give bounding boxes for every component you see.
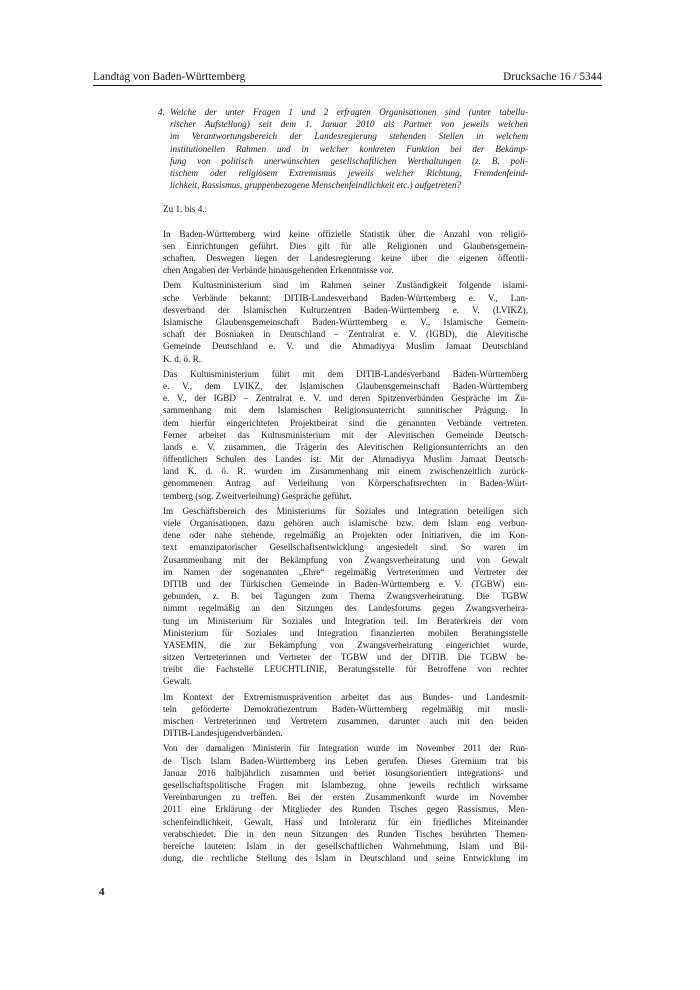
text-line: öffentlichen Schulen des Landes ist. Mit der Ahmadiyya Muslim Jamaat Deutsch- [163, 454, 528, 465]
text-line: verabschiedet. Die in den neun Sitzungen des Runden Tisches berührten Themen- [163, 828, 528, 839]
text-line: sitzen Vertreterinnen und Vertreter der TGBW und der DITIB. Die TGBW be- [163, 652, 528, 663]
paragraph [163, 742, 528, 864]
header-institution: Landtag von Baden-Württemberg [93, 71, 246, 83]
text-line: Januar 2016 halbjährlich zusammen und beriet lösungsorientiert integrations- und [163, 767, 528, 778]
text-line: gebunden, z. B. bei Tagungen zum Thema Zwangsverheiratung. Die TGBW [163, 591, 528, 602]
text-line: e. V., der IGBD – Zentralrat e. V. und deren Spitzenverbänden Gespräche im Zu- [163, 393, 528, 404]
header-rule [93, 85, 602, 86]
text-line: DITIB und der Türkischen Gemeinde in Baden-Württemberg e. V. (TGBW) ein- [163, 578, 528, 589]
text-line: Von der damaligen Ministerin für Integration wurde im November 2011 der Run- [163, 743, 528, 754]
text-line: Im Geschäftsbereich des Ministeriums für Soziales und Integration beteiligen sich [163, 505, 528, 516]
question-item [158, 106, 528, 191]
text-line: genommenen Antrag auf Verleihung von Körperschaftsrechten in Baden-Würt- [163, 478, 528, 489]
text-line: schaften. Deswegen liegen der Landesregierung keine über die eigenen öffentli- [163, 253, 528, 264]
question-line: institutionellen Rahmen und in welcher konkreten Funktion bei der Bekämp- [170, 143, 528, 154]
text-line: temberg (sog. Zweitverleihung) Gespräche geführt. [163, 490, 352, 501]
text-line: sammenhang mit dem Islamischen Religionsunterricht sunnitischer Prägung. In [163, 405, 528, 416]
page-number: 4 [99, 886, 105, 898]
text-line: mischen Vertreterinnen und Vertretern zusammen, darunter auch mit den beiden [163, 716, 528, 727]
text-line: 2011 eine Erklärung der Mitglieder des Runden Tisches gegen Rassismus, Men- [163, 804, 528, 815]
text-line: Vereinbarungen zu treffen. Bei der ersten Zusammenkunft wurde im November [163, 792, 528, 803]
text-line: Ministerium für Soziales und Integration finanzierten mobilen Beratungsstelle [163, 627, 528, 638]
section-label: Zu 1. bis 4.: [163, 204, 208, 214]
text-line: gesellschaftspolitische Fragen mit Islambezug, ohne jeweils rechtlich wirksame [163, 779, 528, 790]
paragraph [163, 368, 528, 502]
text-line: teln geförderte Demokratiezentrum Baden-Württemberg regelmäßig mit musli- [163, 703, 528, 714]
text-line: tung im Ministerium für Soziales und Integration teil. Im Beraterkreis der vom [163, 615, 528, 626]
text-line: Im Kontext der Extremismusprävention arbeitet das aus Bundes- und Landesmit- [163, 691, 528, 702]
text-line: Gemeinde Deutschland e. V. und die Ahmadiyya Muslim Jamaat Deutschland [163, 341, 528, 352]
question-line: fung von politisch unerwünschten gesellschaftlichen Werthaltungen (z. B. poli- [170, 155, 528, 166]
paragraph [163, 691, 528, 740]
text-line: viele Organisationen, dazu gehören auch islamische bzw. dem Islam eng verbun- [163, 518, 528, 529]
text-line: treibt die Fachstelle LEUCHTLINIE, Beratungsstelle für Betroffene von rechter [163, 664, 528, 675]
text-line: schenfeindlichkeit, Gewalt, Hass und Intoleranz für ein friedliches Miteinander [163, 816, 528, 827]
text-line: sen Einrichtungen geführt. Dies gilt für alle Religionen und Glaubensgemein- [163, 240, 528, 251]
document-paragraphs [163, 228, 528, 865]
text-line: de Tisch Islam Baden-Württemberg ins Leben gerufen. Dieses Gremium trat bis [163, 755, 528, 766]
header-document-id: Drucksache 16 / 5344 [503, 71, 602, 83]
text-line: text emanzipatorischer Gesellschaftsentwicklung angesiedelt sind. So waren im [163, 542, 528, 553]
text-line: bereiche lauteten: Islam in der gesellschaftlichen Wahrnehmung, Islam und Bil- [163, 840, 528, 851]
text-line: lands e. V. zusammen, die Trägerin des Alevitischen Religionsunterrichts an den [163, 441, 528, 452]
paragraph [163, 228, 528, 277]
question-line: lichkeit, Rassismus, gruppenbezogene Menschenfeindlichkeit etc.) aufgetreten? [170, 180, 462, 191]
text-line: schaft der Bosniaken in Deutschland – Zentralrat e. V. (IGBD), die Alevitische [163, 329, 528, 340]
paragraph [163, 505, 528, 688]
text-line: land K. d. ö. R. wurden im Zusammenhang mit einem zwischenzeitlich zurück- [163, 466, 528, 477]
question-line: tischem oder religiösem Extremismus jeweils welcher Richtung, Fremdenfeind- [170, 167, 528, 178]
text-line: In Baden-Württemberg wird keine offizielle Statistik über die Anzahl von religiö- [163, 228, 528, 239]
text-line: DITIB-Landesjugendverbänden. [163, 728, 283, 739]
question-lines [170, 106, 528, 191]
answer-section [163, 203, 528, 864]
running-header [93, 70, 602, 84]
text-line: e. V., dem LVIKZ, der Islamischen Glaubensgemeinschaft Baden-Württemberg [163, 380, 528, 391]
text-line: YASEMIN, die zur Bekämpfung von Zwangsverheiratung eingerichtet wurde, [163, 639, 528, 650]
text-line: dem hierfür eingerichteten Projektbeirat sind die genannten Verbände vertreten. [163, 417, 528, 428]
text-line: nimmt regelmäßig an den Sitzungen des Landesforums gegen Zwangsverheira- [163, 603, 528, 614]
text-line: Das Kultusministerium führt mit dem DITIB-Landesverband Baden-Württemberg [163, 368, 528, 379]
text-line: im Namen der sogenannten „Ehre“ regelmäßig Vertreterinnen und Vertreter der [163, 566, 528, 577]
question-line: Welche der unter Fragen 1 und 2 erfragten Organisationen sind (unter tabella- [170, 107, 528, 117]
question-line: rischer Aufstellung) seit dem 1. Januar 2010 als Partner von jeweils welchen [170, 119, 528, 130]
text-line: Ferner arbeitet das Kultusministerium mit der Alevitischen Gemeinde Deutsch- [163, 429, 528, 440]
text-line: Dem Kultusministerium sind im Rahmen seiner Zuständigkeit folgende islami- [163, 280, 528, 291]
text-line: sche Verbände bekannt: DITIB-Landesverband Baden-Württemberg e. V., Lan- [163, 292, 528, 303]
paragraph [163, 279, 528, 364]
text-line: dene oder nahe stehende, regelmäßig an Projekten oder Initiativen, die im Kon- [163, 530, 528, 541]
text-line: chen Angaben der Verbände hinausgehenden Erkenntnisse vor. [163, 265, 394, 276]
question-line: im Verantwortungsbereich der Landesregierung stehenden Stellen in welchem [170, 131, 528, 142]
text-line: dung, die rechtliche Stellung des Islam in Deutschland und seine Entwicklung im [163, 853, 528, 864]
text-line: Gewalt. [163, 676, 192, 687]
text-line: desverband der Islamischen Kulturzentren Baden-Württemberg e. V. (LVIKZ), [163, 304, 528, 315]
text-line: Islamische Glaubensgemeinschaft Baden-Württemberg e. V., Islamische Gemein- [163, 317, 528, 328]
text-line: Zusammenhang mit der Bekämpfung von Zwangsverheiratung und von Gewalt [163, 554, 528, 565]
question-number: 4. [158, 107, 165, 117]
text-line: K. d. ö. R. [163, 353, 202, 364]
